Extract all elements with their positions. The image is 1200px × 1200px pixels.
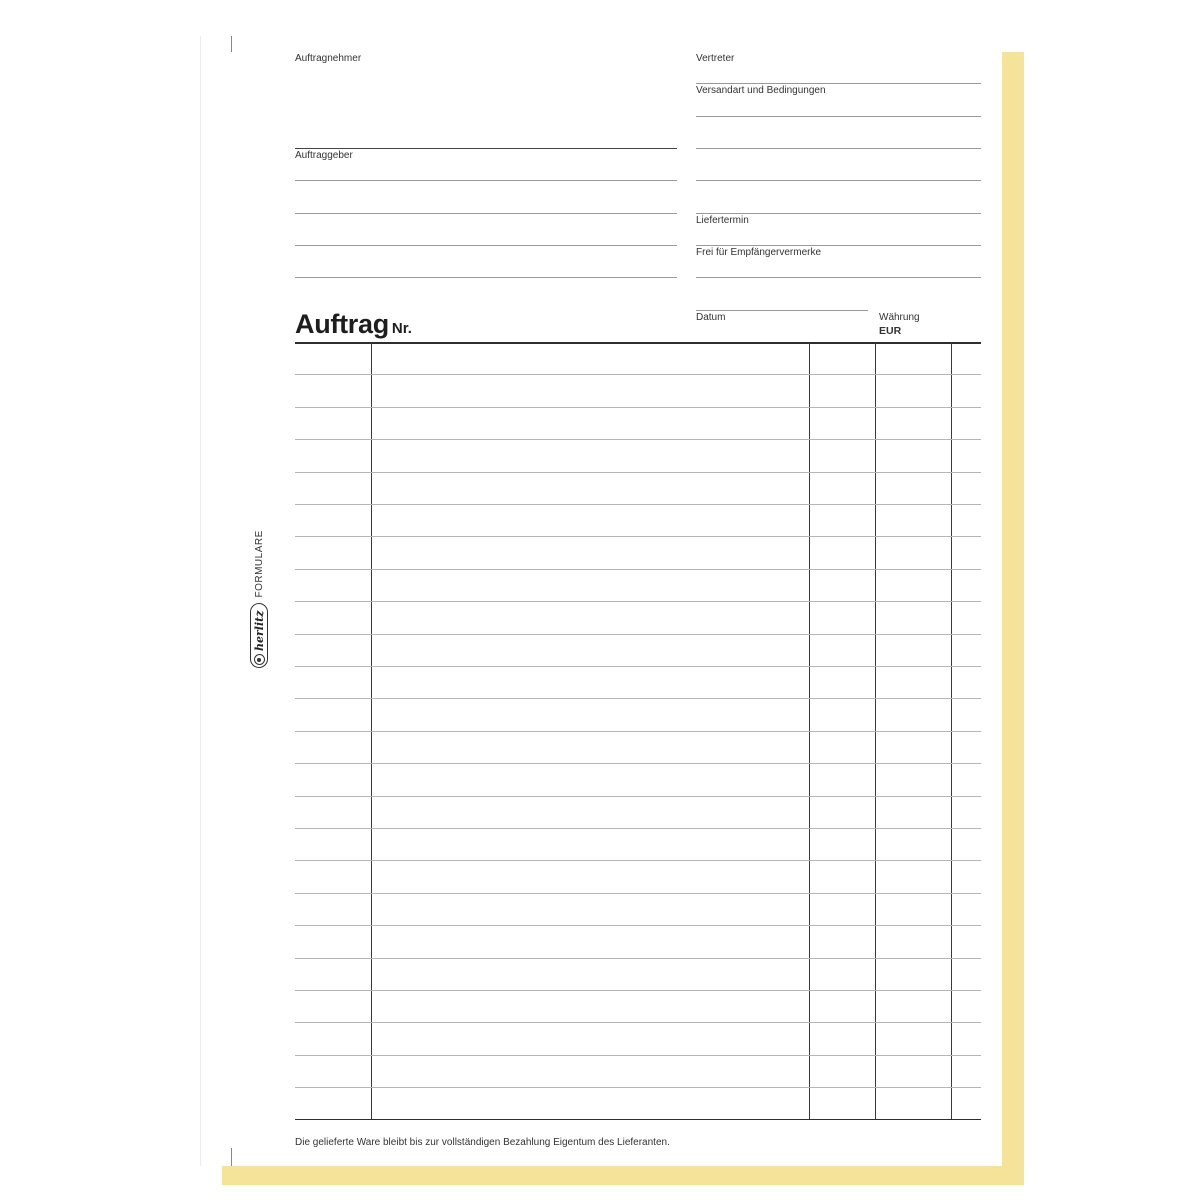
table-row-separator bbox=[295, 828, 981, 829]
retention-of-title-note: Die gelieferte Ware bleibt bis zur vollständigen Bezahlung Eigentum des Lieferanten. bbox=[295, 1137, 670, 1148]
order-number-label: Nr. bbox=[391, 320, 412, 337]
date-label: Datum bbox=[696, 312, 726, 323]
margin-tick-top bbox=[231, 36, 232, 52]
table-row-separator bbox=[295, 407, 981, 408]
form-title-text: Auftrag bbox=[295, 309, 389, 339]
table-row-separator bbox=[295, 634, 981, 635]
table-row-separator bbox=[295, 796, 981, 797]
table-row-separator bbox=[295, 536, 981, 537]
shipping-line-3[interactable] bbox=[696, 180, 981, 181]
logo-circle-icon bbox=[254, 654, 265, 665]
logo-wordmark: herlitz bbox=[252, 610, 266, 651]
delivery-date-line[interactable] bbox=[696, 245, 981, 246]
margin-tick-bottom bbox=[231, 1148, 232, 1166]
table-row-separator bbox=[295, 990, 981, 991]
client-line-3[interactable] bbox=[295, 245, 677, 246]
brand-mark bbox=[250, 530, 390, 668]
table-row-separator bbox=[295, 569, 981, 570]
client-line-1[interactable] bbox=[295, 180, 677, 181]
client-label: Auftraggeber bbox=[295, 150, 353, 161]
delivery-date-label: Liefertermin bbox=[696, 215, 749, 226]
date-line[interactable] bbox=[696, 310, 868, 311]
table-row-separator bbox=[295, 1022, 981, 1023]
form-title bbox=[295, 309, 412, 340]
table-row-separator bbox=[295, 893, 981, 894]
shipping-line-4[interactable] bbox=[696, 213, 981, 214]
table-row-separator bbox=[295, 666, 981, 667]
contractor-label: Auftragnehmer bbox=[295, 53, 362, 64]
recipient-notes-line[interactable] bbox=[696, 277, 981, 278]
table-row-separator bbox=[295, 504, 981, 505]
table-row-separator bbox=[295, 439, 981, 440]
representative-line[interactable] bbox=[696, 83, 981, 84]
table-bottom-rule bbox=[295, 1119, 981, 1121]
shipping-terms-label: Versandart und Bedingungen bbox=[696, 85, 826, 96]
currency-label: Währung bbox=[879, 312, 920, 323]
client-line-4[interactable] bbox=[295, 277, 677, 278]
herlitz-logo bbox=[250, 603, 268, 668]
shipping-line-1[interactable] bbox=[696, 116, 981, 117]
table-top-rule bbox=[295, 342, 981, 344]
order-items-table bbox=[295, 342, 981, 1120]
table-row-separator bbox=[295, 698, 981, 699]
table-row-separator bbox=[295, 472, 981, 473]
representative-label: Vertreter bbox=[696, 53, 735, 64]
table-row-separator bbox=[295, 925, 981, 926]
table-row-separator bbox=[295, 374, 981, 375]
recipient-notes-label: Frei für Empfängervermerke bbox=[696, 247, 822, 258]
table-row-separator bbox=[295, 1055, 981, 1056]
client-line-2[interactable] bbox=[295, 213, 677, 214]
contractor-underline bbox=[295, 148, 677, 149]
currency-value: EUR bbox=[879, 325, 902, 337]
table-row-separator bbox=[295, 601, 981, 602]
brand-caption: FORMULARE bbox=[253, 530, 265, 598]
table-row-separator bbox=[295, 731, 981, 732]
table-row-separator bbox=[295, 763, 981, 764]
table-row-separator bbox=[295, 860, 981, 861]
table-row-separator bbox=[295, 958, 981, 959]
shipping-line-2[interactable] bbox=[696, 148, 981, 149]
table-row-separator bbox=[295, 1087, 981, 1088]
